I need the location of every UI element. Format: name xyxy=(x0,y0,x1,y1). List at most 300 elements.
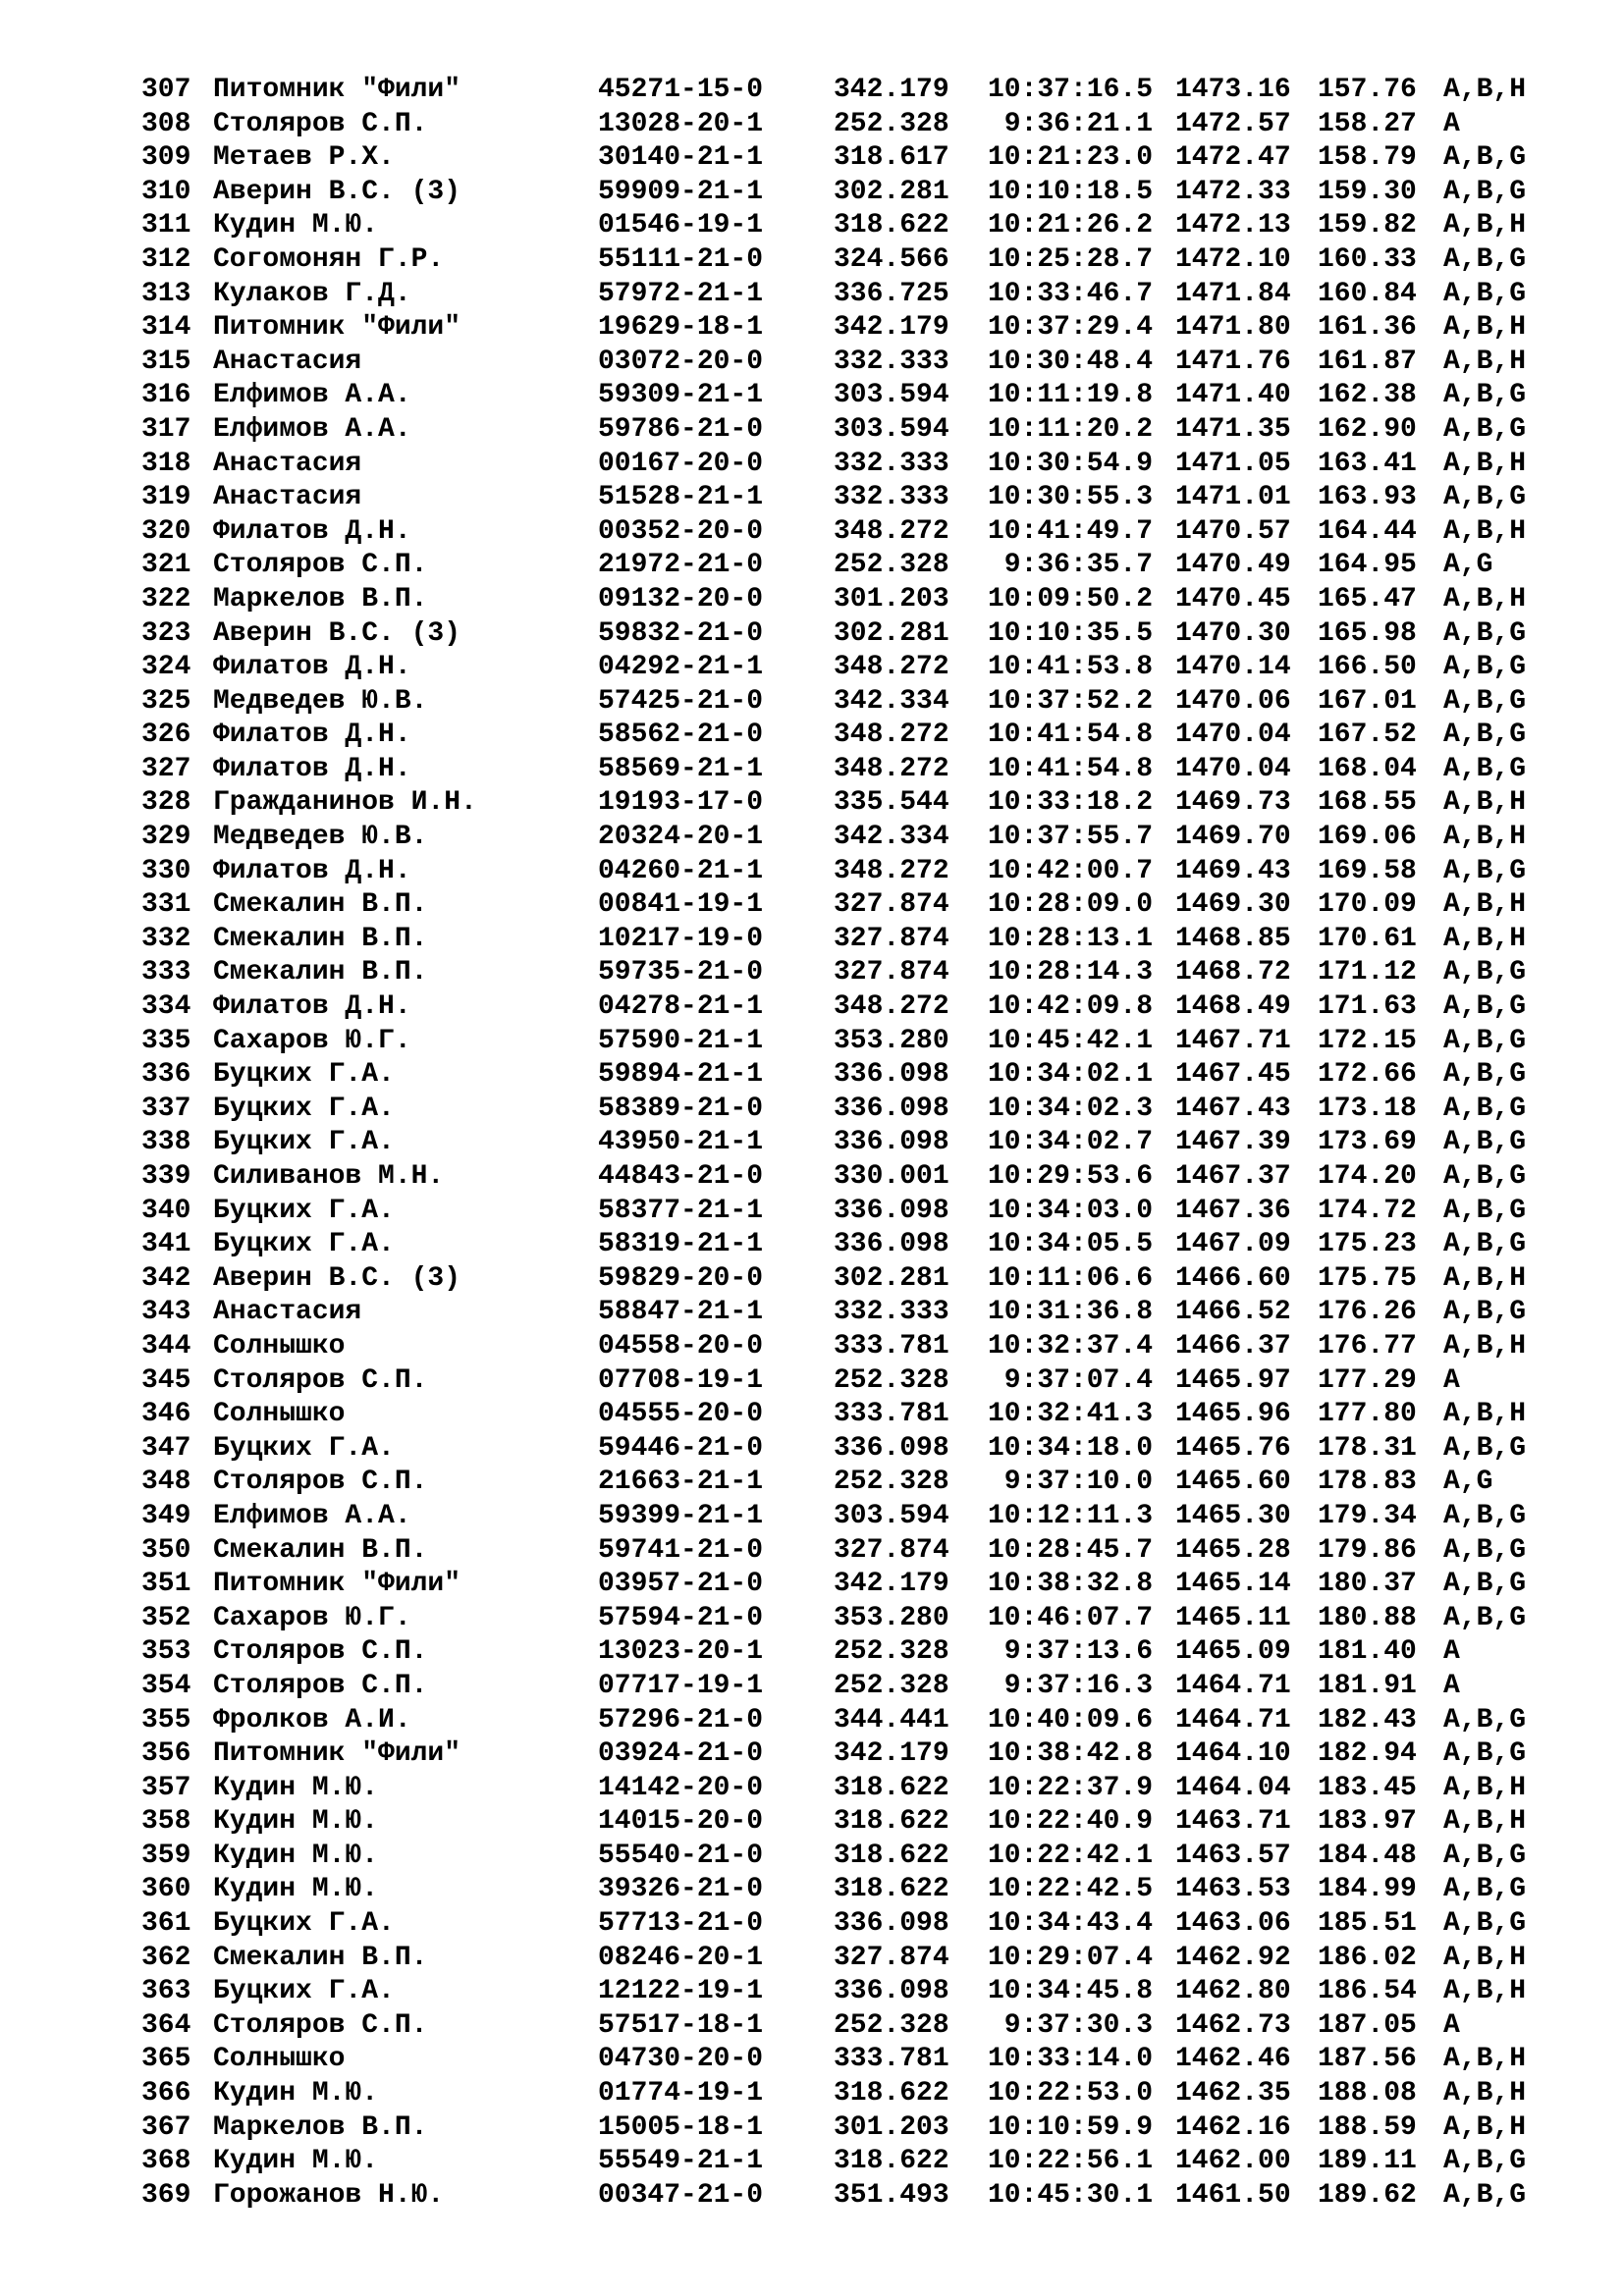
place-number: 310 xyxy=(141,176,191,207)
arrival-time: 10:37:55.7 xyxy=(987,822,1153,853)
place-number: 328 xyxy=(141,787,191,819)
arrival-time: 10:11:20.2 xyxy=(987,413,1153,445)
ring-number: 58377-21-1 xyxy=(598,1195,764,1226)
points: 175.75 xyxy=(1318,1262,1417,1294)
categories: A,B,H xyxy=(1443,1806,1527,1838)
arrival-time: 10:09:50.2 xyxy=(987,583,1153,614)
fancier-name: Маркелов В.П. xyxy=(213,583,428,614)
distance: 252.328 xyxy=(834,2009,949,2041)
place-number: 340 xyxy=(141,1195,191,1226)
categories: A,B,G xyxy=(1443,413,1527,445)
place-number: 319 xyxy=(141,482,191,513)
arrival-time: 10:46:07.7 xyxy=(987,1602,1153,1633)
speed: 1470.57 xyxy=(1175,515,1291,547)
arrival-time: 10:29:53.6 xyxy=(987,1161,1153,1192)
ring-number: 09132-20-0 xyxy=(598,583,764,614)
distance: 348.272 xyxy=(834,753,949,784)
distance: 327.874 xyxy=(834,923,949,954)
categories: A,B,G xyxy=(1443,1874,1527,1905)
points: 161.36 xyxy=(1318,312,1417,344)
arrival-time: 10:22:56.1 xyxy=(987,2146,1153,2177)
distance: 336.098 xyxy=(834,1908,949,1940)
categories: A,B,H xyxy=(1443,923,1527,954)
ring-number: 19193-17-0 xyxy=(598,787,764,819)
place-number: 331 xyxy=(141,889,191,921)
points: 170.09 xyxy=(1318,889,1417,921)
speed: 1471.80 xyxy=(1175,312,1291,344)
distance: 351.493 xyxy=(834,2179,949,2211)
speed: 1467.43 xyxy=(1175,1093,1291,1124)
speed: 1470.14 xyxy=(1175,652,1291,683)
ring-number: 58389-21-0 xyxy=(598,1093,764,1124)
distance: 342.179 xyxy=(834,1738,949,1770)
speed: 1462.73 xyxy=(1175,2009,1291,2041)
ring-number: 04292-21-1 xyxy=(598,652,764,683)
fancier-name: Сахаров Ю.Г. xyxy=(213,1025,411,1056)
fancier-name: Смекалин В.П. xyxy=(213,1534,428,1566)
fancier-name: Питомник "Фили" xyxy=(213,1738,461,1770)
distance: 333.781 xyxy=(834,1399,949,1430)
points: 184.48 xyxy=(1318,1840,1417,1871)
distance: 332.333 xyxy=(834,1297,949,1328)
distance: 327.874 xyxy=(834,889,949,921)
arrival-time: 10:22:42.5 xyxy=(987,1874,1153,1905)
arrival-time: 10:38:42.8 xyxy=(987,1738,1153,1770)
distance: 318.622 xyxy=(834,2146,949,2177)
categories: A,B,G xyxy=(1443,1161,1527,1192)
categories: A,B,G xyxy=(1443,1229,1527,1260)
categories: A,B,G xyxy=(1443,1738,1527,1770)
speed: 1466.37 xyxy=(1175,1330,1291,1362)
distance: 336.098 xyxy=(834,1976,949,2007)
points: 188.08 xyxy=(1318,2078,1417,2109)
speed: 1471.76 xyxy=(1175,346,1291,377)
place-number: 309 xyxy=(141,142,191,174)
arrival-time: 10:34:45.8 xyxy=(987,1976,1153,2007)
place-number: 353 xyxy=(141,1636,191,1668)
speed: 1472.13 xyxy=(1175,210,1291,241)
place-number: 330 xyxy=(141,855,191,886)
speed: 1468.72 xyxy=(1175,957,1291,988)
ring-number: 59786-21-0 xyxy=(598,413,764,445)
ring-number: 08246-20-1 xyxy=(598,1942,764,1973)
fancier-name: Медведев Ю.В. xyxy=(213,685,428,717)
ring-number: 44843-21-0 xyxy=(598,1161,764,1192)
points: 178.83 xyxy=(1318,1467,1417,1498)
fancier-name: Филатов Д.Н. xyxy=(213,991,411,1023)
speed: 1463.71 xyxy=(1175,1806,1291,1838)
arrival-time: 10:29:07.4 xyxy=(987,1942,1153,1973)
categories: A,B,H xyxy=(1443,583,1527,614)
ring-number: 21663-21-1 xyxy=(598,1467,764,1498)
points: 164.44 xyxy=(1318,515,1417,547)
categories: A,B,H xyxy=(1443,2078,1527,2109)
arrival-time: 10:28:09.0 xyxy=(987,889,1153,921)
categories: A,B,G xyxy=(1443,243,1527,275)
fancier-name: Кудин М.Ю. xyxy=(213,210,379,241)
ring-number: 59741-21-0 xyxy=(598,1534,764,1566)
fancier-name: Буцких Г.А. xyxy=(213,1195,395,1226)
points: 166.50 xyxy=(1318,652,1417,683)
speed: 1465.97 xyxy=(1175,1364,1291,1396)
fancier-name: Смекалин В.П. xyxy=(213,923,428,954)
place-number: 314 xyxy=(141,312,191,344)
categories: A,B,H xyxy=(1443,210,1527,241)
distance: 318.622 xyxy=(834,2078,949,2109)
points: 170.61 xyxy=(1318,923,1417,954)
arrival-time: 10:22:53.0 xyxy=(987,2078,1153,2109)
distance: 344.441 xyxy=(834,1704,949,1735)
arrival-time: 10:42:00.7 xyxy=(987,855,1153,886)
distance: 301.203 xyxy=(834,583,949,614)
fancier-name: Метаев Р.Х. xyxy=(213,142,395,174)
arrival-time: 10:30:48.4 xyxy=(987,346,1153,377)
speed: 1473.16 xyxy=(1175,75,1291,105)
ring-number: 04278-21-1 xyxy=(598,991,764,1023)
points: 179.34 xyxy=(1318,1500,1417,1531)
categories: A,B,H xyxy=(1443,2111,1527,2143)
points: 185.51 xyxy=(1318,1908,1417,1940)
ring-number: 59309-21-1 xyxy=(598,380,764,411)
ring-number: 14142-20-0 xyxy=(598,1772,764,1803)
ring-number: 20324-20-1 xyxy=(598,822,764,853)
ring-number: 57590-21-1 xyxy=(598,1025,764,1056)
categories: A,B,H xyxy=(1443,1942,1527,1973)
speed: 1470.49 xyxy=(1175,550,1291,581)
points: 187.56 xyxy=(1318,2044,1417,2075)
speed: 1465.14 xyxy=(1175,1569,1291,1600)
distance: 327.874 xyxy=(834,1942,949,1973)
distance: 348.272 xyxy=(834,720,949,751)
speed: 1471.40 xyxy=(1175,380,1291,411)
speed: 1470.30 xyxy=(1175,617,1291,649)
speed: 1471.35 xyxy=(1175,413,1291,445)
fancier-name: Аверин В.С. (3) xyxy=(213,1262,461,1294)
fancier-name: Буцких Г.А. xyxy=(213,1908,395,1940)
points: 187.05 xyxy=(1318,2009,1417,2041)
fancier-name: Филатов Д.Н. xyxy=(213,753,411,784)
arrival-time: 10:37:29.4 xyxy=(987,312,1153,344)
speed: 1471.01 xyxy=(1175,482,1291,513)
arrival-time: 10:21:23.0 xyxy=(987,142,1153,174)
speed: 1463.06 xyxy=(1175,1908,1291,1940)
fancier-name: Смекалин В.П. xyxy=(213,1942,428,1973)
fancier-name: Солнышко xyxy=(213,1330,346,1362)
distance: 318.622 xyxy=(834,1874,949,1905)
ring-number: 04260-21-1 xyxy=(598,855,764,886)
place-number: 359 xyxy=(141,1840,191,1871)
points: 182.43 xyxy=(1318,1704,1417,1735)
speed: 1462.46 xyxy=(1175,2044,1291,2075)
place-number: 360 xyxy=(141,1874,191,1905)
points: 163.41 xyxy=(1318,448,1417,479)
arrival-time: 10:40:09.6 xyxy=(987,1704,1153,1735)
arrival-time: 9:36:21.1 xyxy=(1003,108,1153,139)
distance: 348.272 xyxy=(834,991,949,1023)
ring-number: 59832-21-0 xyxy=(598,617,764,649)
place-number: 321 xyxy=(141,550,191,581)
arrival-time: 10:33:14.0 xyxy=(987,2044,1153,2075)
fancier-name: Сахаров Ю.Г. xyxy=(213,1602,411,1633)
distance: 332.333 xyxy=(834,448,949,479)
distance: 318.622 xyxy=(834,1840,949,1871)
ring-number: 57713-21-0 xyxy=(598,1908,764,1940)
distance: 303.594 xyxy=(834,380,949,411)
categories: A,B,G xyxy=(1443,1059,1527,1091)
arrival-time: 10:31:36.8 xyxy=(987,1297,1153,1328)
points: 168.55 xyxy=(1318,787,1417,819)
distance: 318.617 xyxy=(834,142,949,174)
fancier-name: Анастасия xyxy=(213,448,362,479)
points: 174.72 xyxy=(1318,1195,1417,1226)
distance: 342.334 xyxy=(834,685,949,717)
distance: 336.098 xyxy=(834,1127,949,1158)
points: 162.38 xyxy=(1318,380,1417,411)
points: 186.02 xyxy=(1318,1942,1417,1973)
place-number: 320 xyxy=(141,515,191,547)
arrival-time: 10:21:26.2 xyxy=(987,210,1153,241)
categories: A,B,H xyxy=(1443,1976,1527,2007)
place-number: 322 xyxy=(141,583,191,614)
ring-number: 57972-21-1 xyxy=(598,278,764,309)
points: 168.04 xyxy=(1318,753,1417,784)
distance: 252.328 xyxy=(834,1467,949,1498)
fancier-name: Филатов Д.Н. xyxy=(213,515,411,547)
categories: A,B,G xyxy=(1443,1840,1527,1871)
categories: A,B,G xyxy=(1443,142,1527,174)
place-number: 312 xyxy=(141,243,191,275)
arrival-time: 9:37:16.3 xyxy=(1003,1670,1153,1701)
categories: A xyxy=(1443,1636,1460,1668)
speed: 1464.10 xyxy=(1175,1738,1291,1770)
speed: 1467.09 xyxy=(1175,1229,1291,1260)
distance: 353.280 xyxy=(834,1602,949,1633)
speed: 1467.36 xyxy=(1175,1195,1291,1226)
points: 165.47 xyxy=(1318,583,1417,614)
fancier-name: Столяров С.П. xyxy=(213,1670,428,1701)
fancier-name: Анастасия xyxy=(213,482,362,513)
points: 181.91 xyxy=(1318,1670,1417,1701)
speed: 1463.53 xyxy=(1175,1874,1291,1905)
ring-number: 39326-21-0 xyxy=(598,1874,764,1905)
distance: 324.566 xyxy=(834,243,949,275)
arrival-time: 10:34:43.4 xyxy=(987,1908,1153,1940)
distance: 252.328 xyxy=(834,108,949,139)
fancier-name: Столяров С.П. xyxy=(213,1364,428,1396)
speed: 1465.28 xyxy=(1175,1534,1291,1566)
ring-number: 10217-19-0 xyxy=(598,923,764,954)
arrival-time: 10:10:59.9 xyxy=(987,2111,1153,2143)
fancier-name: Кудин М.Ю. xyxy=(213,1772,379,1803)
speed: 1465.30 xyxy=(1175,1500,1291,1531)
arrival-time: 10:34:03.0 xyxy=(987,1195,1153,1226)
speed: 1467.71 xyxy=(1175,1025,1291,1056)
speed: 1464.04 xyxy=(1175,1772,1291,1803)
ring-number: 07717-19-1 xyxy=(598,1670,764,1701)
speed: 1467.37 xyxy=(1175,1161,1291,1192)
place-number: 345 xyxy=(141,1364,191,1396)
speed: 1470.45 xyxy=(1175,583,1291,614)
categories: A xyxy=(1443,1364,1460,1396)
place-number: 356 xyxy=(141,1738,191,1770)
distance: 342.334 xyxy=(834,822,949,853)
speed: 1469.43 xyxy=(1175,855,1291,886)
arrival-time: 10:41:54.8 xyxy=(987,753,1153,784)
speed: 1468.85 xyxy=(1175,923,1291,954)
distance: 330.001 xyxy=(834,1161,949,1192)
fancier-name: Столяров С.П. xyxy=(213,108,428,139)
speed: 1468.49 xyxy=(1175,991,1291,1023)
categories: A,B,H xyxy=(1443,1772,1527,1803)
distance: 336.098 xyxy=(834,1059,949,1091)
fancier-name: Буцких Г.А. xyxy=(213,1976,395,2007)
categories: A,B,G xyxy=(1443,1195,1527,1226)
fancier-name: Анастасия xyxy=(213,1297,362,1328)
points: 186.54 xyxy=(1318,1976,1417,2007)
place-number: 350 xyxy=(141,1534,191,1566)
place-number: 367 xyxy=(141,2111,191,2143)
arrival-time: 10:34:18.0 xyxy=(987,1432,1153,1464)
arrival-time: 10:22:37.9 xyxy=(987,1772,1153,1803)
ring-number: 57425-21-0 xyxy=(598,685,764,717)
categories: A,B,G xyxy=(1443,685,1527,717)
fancier-name: Кудин М.Ю. xyxy=(213,1840,379,1871)
ring-number: 14015-20-0 xyxy=(598,1806,764,1838)
categories: A,B,H xyxy=(1443,448,1527,479)
ring-number: 03924-21-0 xyxy=(598,1738,764,1770)
ring-number: 07708-19-1 xyxy=(598,1364,764,1396)
fancier-name: Столяров С.П. xyxy=(213,1467,428,1498)
fancier-name: Анастасия xyxy=(213,346,362,377)
ring-number: 55540-21-0 xyxy=(598,1840,764,1871)
place-number: 337 xyxy=(141,1093,191,1124)
ring-number: 12122-19-1 xyxy=(598,1976,764,2007)
fancier-name: Питомник "Фили" xyxy=(213,312,461,344)
fancier-name: Аверин В.С. (3) xyxy=(213,617,461,649)
points: 189.11 xyxy=(1318,2146,1417,2177)
categories: A,B,G xyxy=(1443,957,1527,988)
speed: 1461.50 xyxy=(1175,2179,1291,2211)
categories: A,B,G xyxy=(1443,1908,1527,1940)
arrival-time: 10:33:46.7 xyxy=(987,278,1153,309)
categories: A,B,G xyxy=(1443,652,1527,683)
speed: 1462.00 xyxy=(1175,2146,1291,2177)
arrival-time: 10:22:40.9 xyxy=(987,1806,1153,1838)
distance: 336.725 xyxy=(834,278,949,309)
fancier-name: Елфимов А.А. xyxy=(213,1500,411,1531)
categories: A,B,G xyxy=(1443,1093,1527,1124)
points: 159.82 xyxy=(1318,210,1417,241)
categories: A,B,G xyxy=(1443,1127,1527,1158)
ring-number: 51528-21-1 xyxy=(598,482,764,513)
fancier-name: Кулаков Г.Д. xyxy=(213,278,411,309)
ring-number: 57517-18-1 xyxy=(598,2009,764,2041)
fancier-name: Медведев Ю.В. xyxy=(213,822,428,853)
points: 174.20 xyxy=(1318,1161,1417,1192)
speed: 1469.30 xyxy=(1175,889,1291,921)
ring-number: 58562-21-0 xyxy=(598,720,764,751)
arrival-time: 10:33:18.2 xyxy=(987,787,1153,819)
place-number: 316 xyxy=(141,380,191,411)
fancier-name: Филатов Д.Н. xyxy=(213,652,411,683)
points: 183.97 xyxy=(1318,1806,1417,1838)
place-number: 326 xyxy=(141,720,191,751)
ring-number: 59909-21-1 xyxy=(598,176,764,207)
distance: 348.272 xyxy=(834,652,949,683)
fancier-name: Питомник "Фили" xyxy=(213,75,461,105)
categories: A,B,G xyxy=(1443,991,1527,1023)
distance: 252.328 xyxy=(834,1636,949,1668)
points: 158.79 xyxy=(1318,142,1417,174)
fancier-name: Силиванов М.Н. xyxy=(213,1161,445,1192)
speed: 1470.06 xyxy=(1175,685,1291,717)
speed: 1467.45 xyxy=(1175,1059,1291,1091)
place-number: 347 xyxy=(141,1432,191,1464)
categories: A,B,G xyxy=(1443,1500,1527,1531)
points: 175.23 xyxy=(1318,1229,1417,1260)
fancier-name: Столяров С.П. xyxy=(213,2009,428,2041)
arrival-time: 9:36:35.7 xyxy=(1003,550,1153,581)
categories: A,B,G xyxy=(1443,753,1527,784)
ring-number: 01774-19-1 xyxy=(598,2078,764,2109)
arrival-time: 10:10:18.5 xyxy=(987,176,1153,207)
categories: A,B,G xyxy=(1443,482,1527,513)
distance: 336.098 xyxy=(834,1195,949,1226)
fancier-name: Столяров С.П. xyxy=(213,550,428,581)
fancier-name: Буцких Г.А. xyxy=(213,1127,395,1158)
arrival-time: 9:37:07.4 xyxy=(1003,1364,1153,1396)
points: 169.58 xyxy=(1318,855,1417,886)
fancier-name: Кудин М.Ю. xyxy=(213,1874,379,1905)
categories: A,B,H xyxy=(1443,312,1527,344)
arrival-time: 10:41:49.7 xyxy=(987,515,1153,547)
arrival-time: 10:34:02.1 xyxy=(987,1059,1153,1091)
distance: 342.179 xyxy=(834,1569,949,1600)
fancier-name: Буцких Г.А. xyxy=(213,1093,395,1124)
categories: A,B,G xyxy=(1443,617,1527,649)
ring-number: 30140-21-1 xyxy=(598,142,764,174)
categories: A,B,H xyxy=(1443,1262,1527,1294)
points: 167.01 xyxy=(1318,685,1417,717)
speed: 1462.35 xyxy=(1175,2078,1291,2109)
place-number: 342 xyxy=(141,1262,191,1294)
ring-number: 19629-18-1 xyxy=(598,312,764,344)
distance: 342.179 xyxy=(834,75,949,105)
fancier-name: Аверин В.С. (3) xyxy=(213,176,461,207)
place-number: 339 xyxy=(141,1161,191,1192)
arrival-time: 10:41:53.8 xyxy=(987,652,1153,683)
speed: 1472.33 xyxy=(1175,176,1291,207)
ring-number: 58319-21-1 xyxy=(598,1229,764,1260)
arrival-time: 10:45:42.1 xyxy=(987,1025,1153,1056)
fancier-name: Кудин М.Ю. xyxy=(213,2078,379,2109)
ring-number: 03072-20-0 xyxy=(598,346,764,377)
categories: A,B,H xyxy=(1443,515,1527,547)
points: 189.62 xyxy=(1318,2179,1417,2211)
place-number: 325 xyxy=(141,685,191,717)
fancier-name: Буцких Г.А. xyxy=(213,1229,395,1260)
points: 183.45 xyxy=(1318,1772,1417,1803)
categories: A,B,H xyxy=(1443,1330,1527,1362)
categories: A,B,G xyxy=(1443,278,1527,309)
place-number: 313 xyxy=(141,278,191,309)
points: 173.18 xyxy=(1318,1093,1417,1124)
place-number: 324 xyxy=(141,652,191,683)
speed: 1472.57 xyxy=(1175,108,1291,139)
categories: A,B,H xyxy=(1443,787,1527,819)
points: 172.15 xyxy=(1318,1025,1417,1056)
ring-number: 00352-20-0 xyxy=(598,515,764,547)
